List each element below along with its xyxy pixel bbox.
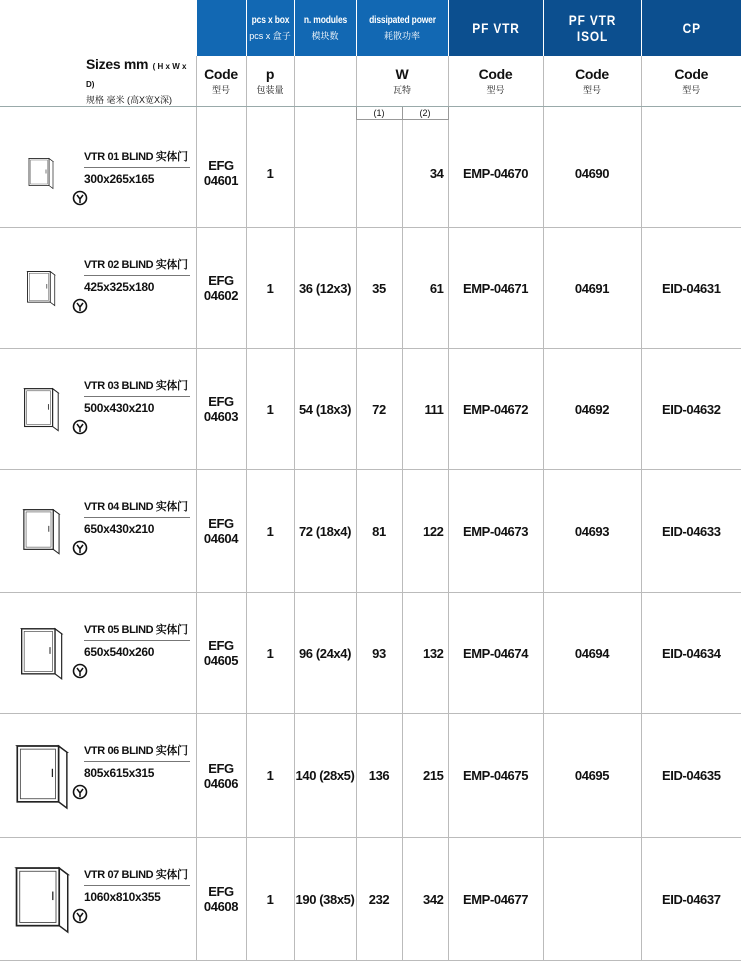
table-row <box>0 120 741 228</box>
certification-mark-icon <box>72 663 88 682</box>
modules-cell: 190 (38x5) <box>294 838 356 961</box>
product-name: VTR 05 BLIND 实体门 <box>84 621 190 641</box>
w-subheader-row <box>0 107 741 120</box>
pcs-cell: 1 <box>246 228 294 349</box>
product-name: VTR 01 BLIND 实体门 <box>84 148 190 168</box>
product-name: VTR 02 BLIND 实体门 <box>84 256 190 276</box>
code-cell: EFG 04603 <box>196 349 246 470</box>
certification-mark-icon <box>72 419 88 438</box>
w2-cell: 132 <box>402 593 448 714</box>
product-description <box>84 148 190 186</box>
subheader-p: p 包装量 <box>246 56 294 107</box>
pf-vtr-cell: EMP-04677 <box>448 838 543 961</box>
table-row <box>0 349 741 470</box>
header-blank-cell <box>196 0 246 56</box>
product-description <box>84 256 190 294</box>
table-row <box>0 593 741 714</box>
w2-cell: 61 <box>402 228 448 349</box>
product-dimensions: 300x265x165 <box>84 171 155 186</box>
pcs-cell: 1 <box>246 838 294 961</box>
product-cell <box>0 593 196 714</box>
table-row <box>0 838 741 961</box>
pf-vtr-cell: EMP-04673 <box>448 470 543 593</box>
modules-cell: 54 (18x3) <box>294 349 356 470</box>
subheader-row <box>0 56 741 107</box>
pf-vtr-isol-cell: 04691 <box>543 228 641 349</box>
pf-vtr-cell: EMP-04671 <box>448 228 543 349</box>
table-row <box>0 714 741 838</box>
cp-cell: EID-04635 <box>641 714 741 838</box>
product-cell <box>0 838 196 961</box>
w2-cell: 342 <box>402 838 448 961</box>
cp-cell: EID-04631 <box>641 228 741 349</box>
product-description <box>84 621 190 659</box>
w1-cell <box>356 120 402 228</box>
subheader-w: W 瓦特 <box>356 56 448 107</box>
product-cell <box>0 470 196 593</box>
code-cell: EFG 04605 <box>196 593 246 714</box>
rows-body <box>0 107 741 961</box>
pcs-cell: 1 <box>246 593 294 714</box>
certification-mark-icon <box>72 190 88 209</box>
product-cell <box>0 349 196 470</box>
w1-cell: 72 <box>356 349 402 470</box>
cp-cell: EID-04634 <box>641 593 741 714</box>
w2-cell: 34 <box>402 120 448 228</box>
subheader-code-pf-vtr: Code 型号 <box>448 56 543 107</box>
w1-cell: 136 <box>356 714 402 838</box>
product-description <box>84 742 190 780</box>
cp-cell: EID-04637 <box>641 838 741 961</box>
enclosure-icon <box>4 838 76 960</box>
code-cell: EFG 04602 <box>196 228 246 349</box>
certification-mark-icon <box>72 908 88 927</box>
modules-cell <box>294 120 356 228</box>
product-cell <box>0 228 196 349</box>
header-modules: n. modules 模块数 <box>294 0 356 56</box>
pf-vtr-isol-cell: 04695 <box>543 714 641 838</box>
header-power: dissipated power 耗散功率 <box>356 0 448 56</box>
product-cell <box>0 714 196 838</box>
w2-cell: 215 <box>402 714 448 838</box>
pf-vtr-isol-cell <box>543 838 641 961</box>
modules-cell: 140 (28x5) <box>294 714 356 838</box>
certification-mark-icon <box>72 540 88 559</box>
enclosure-icon <box>4 349 76 469</box>
product-dimensions: 650x540x260 <box>84 645 155 659</box>
pcs-cell: 1 <box>246 470 294 593</box>
product-name: VTR 06 BLIND 实体门 <box>84 742 190 762</box>
w2-label: (2) <box>402 107 448 120</box>
header-cp: CP <box>641 0 741 56</box>
cp-cell: EID-04633 <box>641 470 741 593</box>
code-cell: EFG 04606 <box>196 714 246 838</box>
pf-vtr-isol-cell: 04692 <box>543 349 641 470</box>
modules-cell: 96 (24x4) <box>294 593 356 714</box>
pf-vtr-cell: EMP-04672 <box>448 349 543 470</box>
product-description <box>84 377 190 415</box>
w1-cell: 35 <box>356 228 402 349</box>
w1-cell: 93 <box>356 593 402 714</box>
pcs-cell: 1 <box>246 714 294 838</box>
product-description <box>84 866 190 904</box>
w1-cell: 232 <box>356 838 402 961</box>
certification-mark-icon <box>72 298 88 317</box>
pcs-cell: 1 <box>246 349 294 470</box>
header-row <box>0 0 741 56</box>
pf-vtr-isol-cell: 04690 <box>543 120 641 228</box>
subheader-sizes: Sizes mm ( H x W x D) 规格 毫米 (高X宽X深) <box>0 56 196 107</box>
table-row <box>0 228 741 349</box>
w2-cell: 111 <box>402 349 448 470</box>
header-pcs-box: pcs x box pcs x 盒子 <box>246 0 294 56</box>
code-cell: EFG 04608 <box>196 838 246 961</box>
pf-vtr-cell: EMP-04675 <box>448 714 543 838</box>
subheader-code-cp: Code 型号 <box>641 56 741 107</box>
enclosure-icon <box>4 470 76 592</box>
enclosure-icon <box>4 714 76 837</box>
pcs-cell: 1 <box>246 120 294 228</box>
cp-cell: EID-04632 <box>641 349 741 470</box>
w1-label: (1) <box>356 107 402 120</box>
table-row <box>0 470 741 593</box>
subheader-code: Code 型号 <box>196 56 246 107</box>
header-pf-vtr-isol: PF VTR ISOL <box>543 0 641 56</box>
subheader-modules-blank <box>294 56 356 107</box>
enclosure-icon <box>4 593 76 713</box>
header-pf-vtr: PF VTR <box>448 0 543 56</box>
w2-cell: 122 <box>402 470 448 593</box>
pf-vtr-isol-cell: 04694 <box>543 593 641 714</box>
modules-cell: 36 (12x3) <box>294 228 356 349</box>
subheader-code-pf-vtr-isol: Code 型号 <box>543 56 641 107</box>
code-cell: EFG 04601 <box>196 120 246 228</box>
product-cell <box>0 120 196 228</box>
product-dimensions: 1060x810x355 <box>84 890 161 904</box>
product-name: VTR 03 BLIND 实体门 <box>84 377 190 397</box>
enclosure-icon <box>4 120 76 228</box>
product-description <box>84 498 190 536</box>
w1-cell: 81 <box>356 470 402 593</box>
product-dimensions: 805x615x315 <box>84 766 155 780</box>
enclosure-icon <box>4 228 76 348</box>
pf-vtr-cell: EMP-04670 <box>448 120 543 228</box>
certification-mark-icon <box>72 784 88 803</box>
product-dimensions: 425x325x180 <box>84 280 155 294</box>
pf-vtr-cell: EMP-04674 <box>448 593 543 714</box>
product-dimensions: 650x430x210 <box>84 522 155 536</box>
product-name: VTR 04 BLIND 实体门 <box>84 498 190 518</box>
modules-cell: 72 (18x4) <box>294 470 356 593</box>
code-cell: EFG 04604 <box>196 470 246 593</box>
pf-vtr-isol-cell: 04693 <box>543 470 641 593</box>
product-name: VTR 07 BLIND 实体门 <box>84 866 190 886</box>
cp-cell <box>641 120 741 228</box>
product-dimensions: 500x430x210 <box>84 401 155 415</box>
